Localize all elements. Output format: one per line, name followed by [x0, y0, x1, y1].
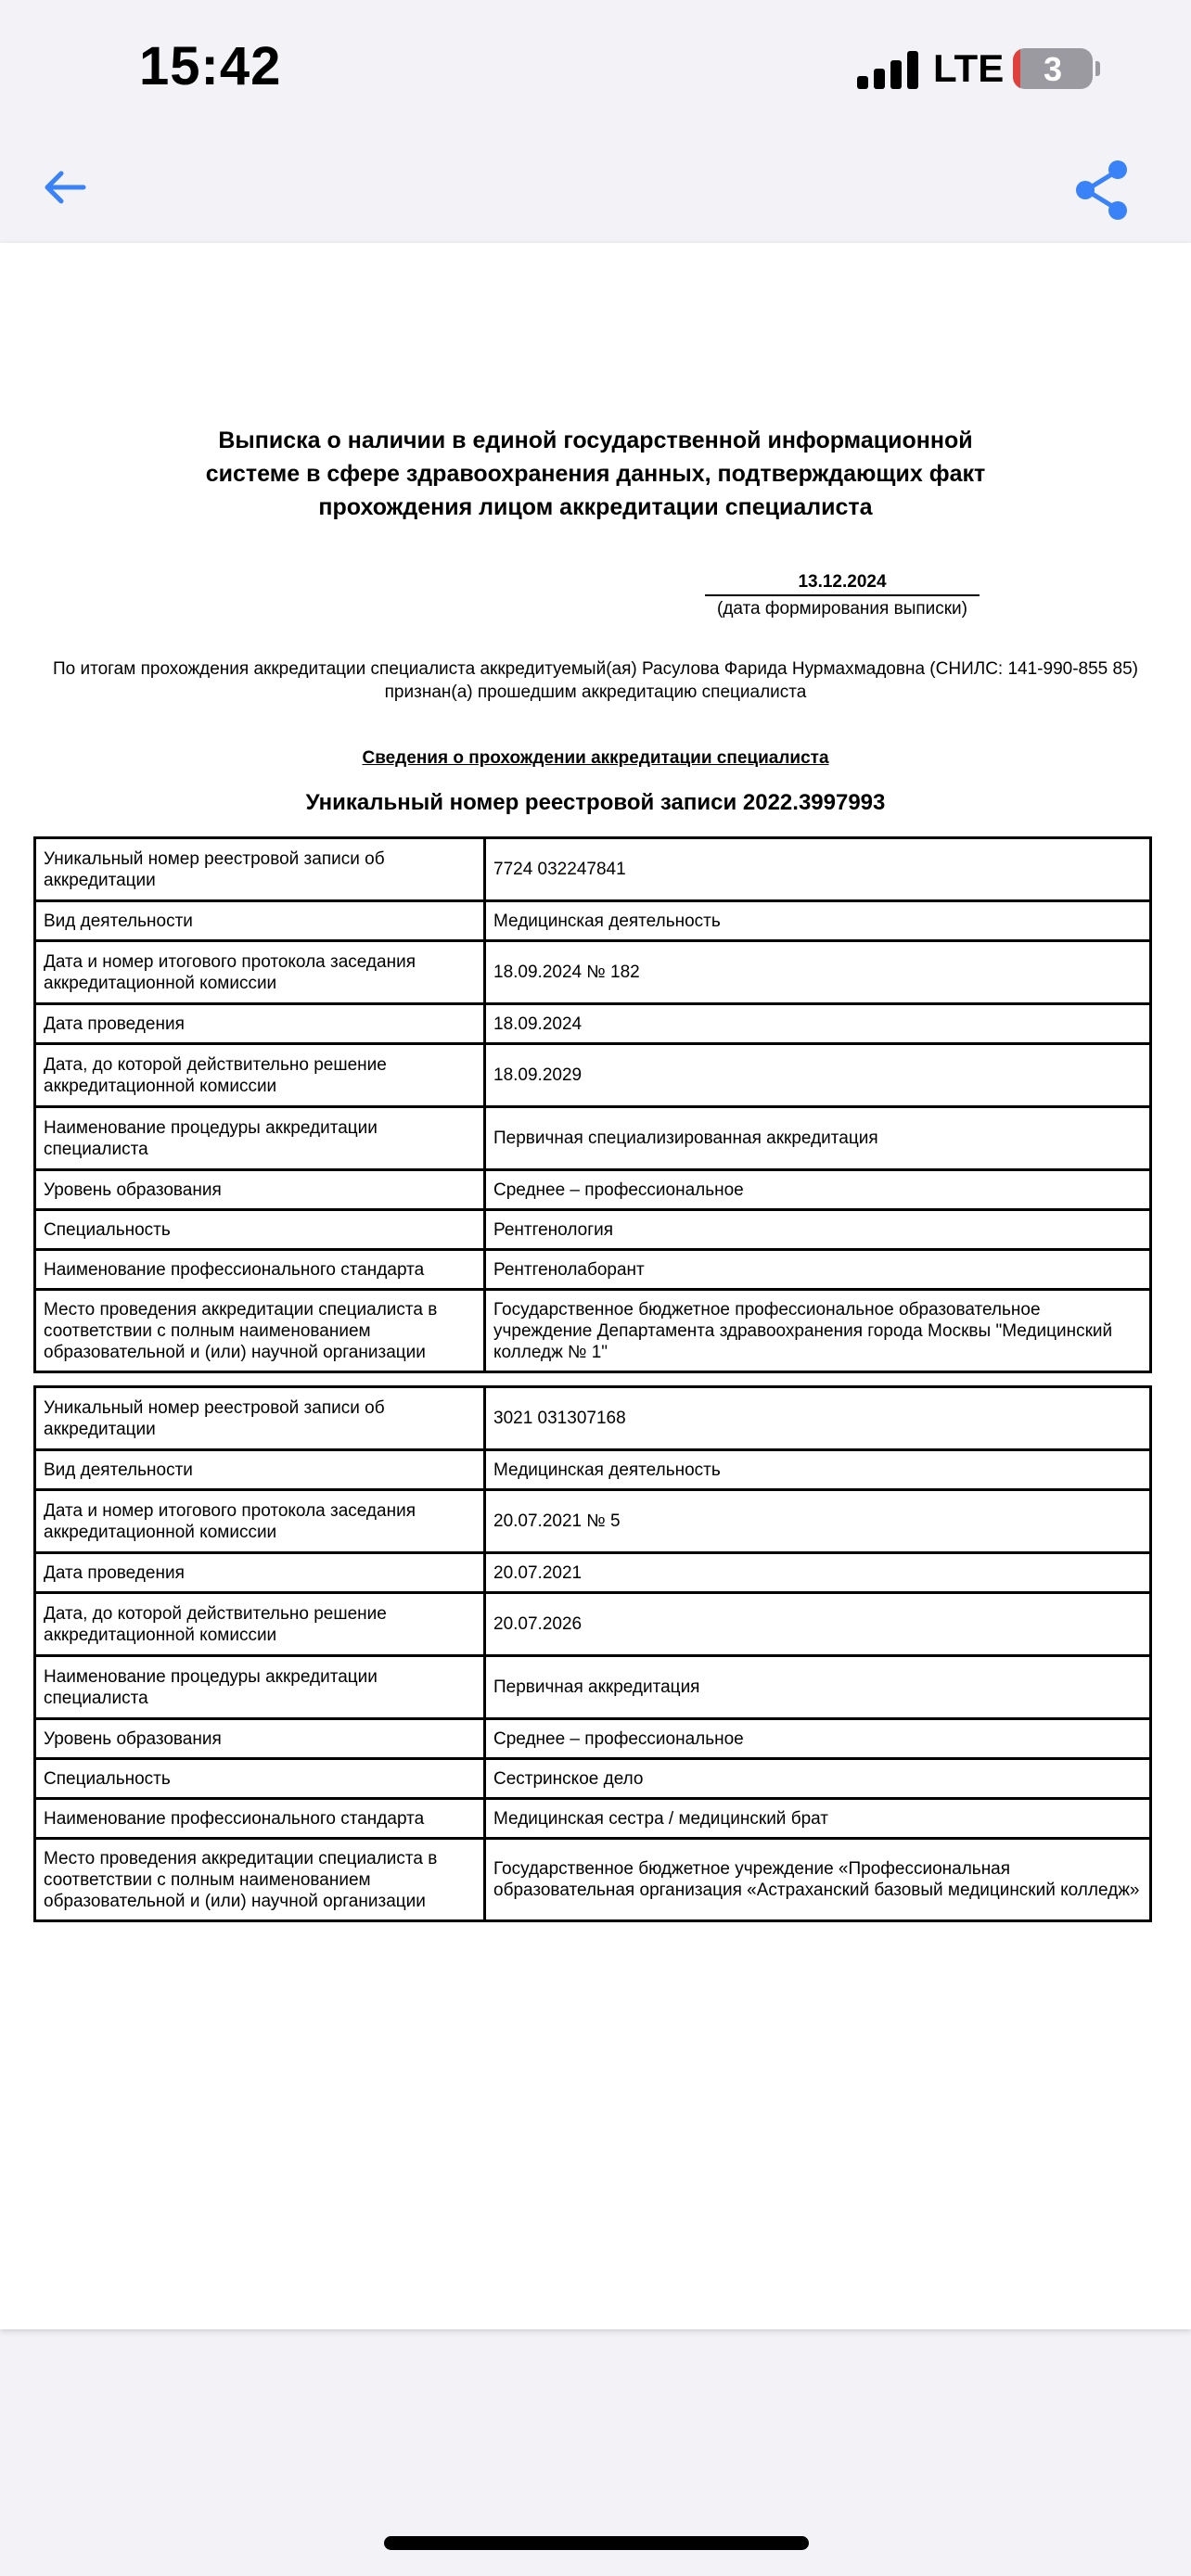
row-label: Дата, до которой действительно решение аккредитационной комиссии [35, 1593, 485, 1656]
battery-tip [1095, 61, 1100, 76]
table-row [35, 941, 1151, 1004]
table-row [35, 1250, 1151, 1290]
table-row [35, 1553, 1151, 1593]
row-label: Наименование процедуры аккредитации специалиста [35, 1107, 485, 1170]
row-value: Государственное бюджетное профессиональное образовательное учреждение Департамента здравоохранения города Москвы "Медицинский колледж № 1" [485, 1290, 1151, 1372]
document-page [0, 243, 1191, 2329]
row-label: Дата и номер итогового протокола заседания аккредитационной комиссии [35, 941, 485, 1004]
table-row [35, 901, 1151, 941]
table-row [35, 1044, 1151, 1107]
table-row [35, 1799, 1151, 1839]
status-bar [0, 0, 1191, 139]
row-value: Среднее – профессиональное [485, 1719, 1151, 1759]
table-row [35, 1593, 1151, 1656]
table-row [35, 1490, 1151, 1553]
accreditation-table [33, 836, 1152, 1373]
title-line: Выписка о наличии в единой государственной информационной [218, 427, 973, 453]
title-line: системе в сфере здравоохранения данных, подтверждающих факт [205, 461, 986, 487]
table-row [35, 1387, 1151, 1450]
row-value: Первичная аккредитация [485, 1656, 1151, 1719]
row-value: Медицинская сестра / медицинский брат [485, 1799, 1151, 1839]
date-block [705, 572, 980, 620]
table-row [35, 1656, 1151, 1719]
row-value: Первичная специализированная аккредитация [485, 1107, 1151, 1170]
battery-icon [1013, 48, 1093, 89]
row-label: Место проведения аккредитации специалиста в соответствии с полным наименованием образовательной и (или) научной организации [35, 1839, 485, 1921]
back-arrow-icon[interactable] [41, 163, 89, 211]
accreditation-table [33, 1385, 1152, 1922]
date-caption: (дата формирования выписки) [717, 599, 967, 618]
row-value: 3021 031307168 [485, 1387, 1151, 1450]
table-row [35, 1290, 1151, 1372]
row-value: Рентгенолаборант [485, 1250, 1151, 1290]
row-value: 18.09.2029 [485, 1044, 1151, 1107]
row-label: Вид деятельности [35, 901, 485, 941]
unique-record-heading: Уникальный номер реестровой записи 2022.3997993 [305, 790, 886, 815]
table-row [35, 1170, 1151, 1210]
cellular-signal-icon [857, 50, 918, 89]
home-indicator[interactable] [384, 2536, 809, 2550]
row-label: Уровень образования [35, 1719, 485, 1759]
status-time: 15:42 [139, 36, 282, 96]
document-date: 13.12.2024 [705, 572, 980, 596]
row-value: 20.07.2026 [485, 1593, 1151, 1656]
table-row [35, 1839, 1151, 1921]
table-row [35, 1107, 1151, 1170]
row-label: Специальность [35, 1210, 485, 1250]
battery-level: 3 [1043, 50, 1063, 88]
row-label: Дата, до которой действительно решение аккредитационной комиссии [35, 1044, 485, 1107]
title-line: прохождения лицом аккредитации специалиста [318, 494, 873, 520]
row-value: Среднее – профессиональное [485, 1170, 1151, 1210]
table-row [35, 1210, 1151, 1250]
row-label: Место проведения аккредитации специалиста в соответствии с полным наименованием образовательной и (или) научной организации [35, 1290, 485, 1372]
network-type: LTE [933, 46, 1005, 90]
intro-text: По итогам прохождения аккредитации специалиста аккредитуемый(ая) Расулова Фарида Нурмахмадовна (СНИЛС: 141-990-855 85) признан(а) прошедшим аккредитацию специалиста [53, 659, 1138, 702]
section-heading: Сведения о прохождении аккредитации специалиста [362, 748, 829, 768]
row-value: Медицинская деятельность [485, 1450, 1151, 1490]
document-title [132, 424, 1059, 524]
row-value: 20.07.2021 [485, 1553, 1151, 1593]
table-row [35, 1759, 1151, 1799]
row-label: Уникальный номер реестровой записи об аккредитации [35, 838, 485, 901]
row-label: Вид деятельности [35, 1450, 485, 1490]
row-value: Медицинская деятельность [485, 901, 1151, 941]
row-value: 18.09.2024 № 182 [485, 941, 1151, 1004]
row-label: Дата проведения [35, 1553, 485, 1593]
row-label: Специальность [35, 1759, 485, 1799]
table-row [35, 1450, 1151, 1490]
row-label: Уникальный номер реестровой записи об аккредитации [35, 1387, 485, 1450]
row-label: Наименование профессионального стандарта [35, 1250, 485, 1290]
row-value: Рентгенология [485, 1210, 1151, 1250]
row-value: 20.07.2021 № 5 [485, 1490, 1151, 1553]
share-icon[interactable] [1072, 158, 1132, 223]
row-label: Уровень образования [35, 1170, 485, 1210]
row-value: 7724 032247841 [485, 838, 1151, 901]
table-row [35, 838, 1151, 901]
row-value: Государственное бюджетное учреждение «Профессиональная образовательная организация «Астраханский базовый медицинский колледж» [485, 1839, 1151, 1921]
row-label: Наименование профессионального стандарта [35, 1799, 485, 1839]
table-row [35, 1719, 1151, 1759]
table-row [35, 1004, 1151, 1044]
row-label: Дата проведения [35, 1004, 485, 1044]
row-value: Сестринское дело [485, 1759, 1151, 1799]
row-label: Дата и номер итогового протокола заседания аккредитационной комиссии [35, 1490, 485, 1553]
row-label: Наименование процедуры аккредитации специалиста [35, 1656, 485, 1719]
row-value: 18.09.2024 [485, 1004, 1151, 1044]
